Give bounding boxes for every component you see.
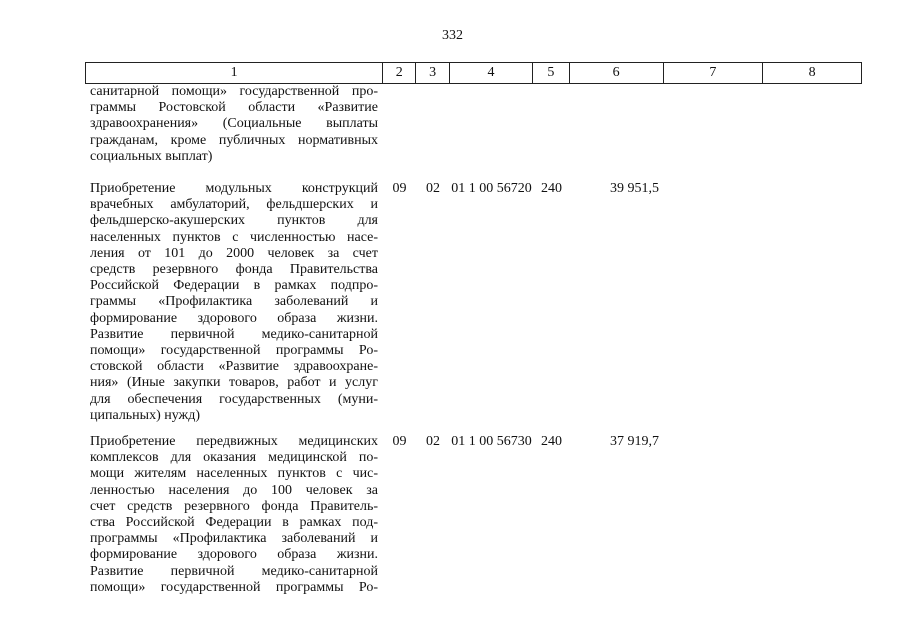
table-row <box>85 181 862 424</box>
description-line: гражданам, кроме публичных нормативных <box>90 132 378 148</box>
description-line: фельдшерско-акушерских пунктов для <box>90 213 378 229</box>
description-line: комплексов для оказания медицинской по- <box>90 450 378 466</box>
description-line: Российской Федерации в рамках подпро- <box>90 278 378 294</box>
description-line: средств резервного фонда Правительства <box>90 262 378 278</box>
description-line: Приобретение модульных конструкций <box>90 181 378 197</box>
description-line: помощи» государственной программы Ро- <box>90 579 378 595</box>
row-target-code: 01 1 00 56730 <box>451 434 532 450</box>
row-col-8 <box>764 434 862 596</box>
header-col-8: 8 <box>808 65 816 80</box>
row-description <box>85 434 383 596</box>
description-line: для обеспечения государственных (муни- <box>90 391 378 407</box>
description-line: социальных выплат) <box>90 148 213 164</box>
description-line: граммы Ростовской области «Развитие <box>90 100 378 116</box>
row-expense-type <box>533 84 570 165</box>
row-section: 09 <box>392 434 407 450</box>
description-line: программы «Профилактика заболеваний и <box>90 531 378 547</box>
description-line: Развитие первичной медико-санитарной <box>90 326 378 342</box>
description-line: ния» (Иные закупки товаров, работ и услуг <box>90 375 378 391</box>
description-line: Развитие первичной медико-санитарной <box>90 563 378 579</box>
row-section <box>383 84 416 165</box>
row-col-8 <box>764 84 862 165</box>
row-col-7 <box>664 434 764 596</box>
row-description <box>85 84 383 165</box>
row-target-code: 01 1 00 56720 <box>451 181 532 197</box>
description-line: ципальных) нужд) <box>90 407 201 423</box>
table-row <box>85 434 862 596</box>
row-subsection: 02 <box>426 434 440 450</box>
description-line: ленностью населения до 100 человек за <box>90 482 378 498</box>
header-col-2: 2 <box>383 63 416 83</box>
description-line: здравоохранения» (Социальные выплаты <box>90 116 378 132</box>
page-number: 332 <box>442 28 463 43</box>
description-line: мощи жителям населенных пунктов с чис- <box>90 466 378 482</box>
description-line: ления от 101 до 2000 человек за счет <box>90 245 378 261</box>
description-line: санитарной помощи» государственной про- <box>90 84 378 99</box>
row-subsection <box>416 84 450 165</box>
description-line: ства Российской Федерации в рамках под- <box>90 515 378 531</box>
header-col-4: 4 <box>450 63 533 83</box>
row-subsection: 02 <box>426 181 440 197</box>
row-amount <box>570 84 664 165</box>
header-col-6: 6 <box>570 63 664 83</box>
row-amount: 39 951,5 <box>610 181 659 197</box>
description-line: счет средств резервного фонда Правитель- <box>90 498 378 514</box>
description-line: помощи» государственной программы Ро- <box>90 343 378 359</box>
row-expense-type: 240 <box>541 434 562 450</box>
row-col-8 <box>764 181 862 424</box>
description-line: формирование здорового образа жизни. <box>90 310 378 326</box>
table-header <box>85 62 862 84</box>
description-line: врачебных амбулаторий, фельдшерских и <box>90 197 378 213</box>
header-col-5: 5 <box>533 63 570 83</box>
description-line: стовской области «Развитие здравоохране- <box>90 359 378 375</box>
row-col-7 <box>664 84 764 165</box>
row-amount: 37 919,7 <box>610 434 659 450</box>
table-body <box>85 84 862 596</box>
header-col-3: 3 <box>416 63 450 83</box>
row-target-code <box>450 84 533 165</box>
description-line: граммы «Профилактика заболеваний и <box>90 294 378 310</box>
description-line: формирование здорового образа жизни. <box>90 547 378 563</box>
row-section: 09 <box>392 181 407 197</box>
header-col-1: 1 <box>86 63 383 83</box>
row-expense-type: 240 <box>541 181 562 197</box>
description-line: Приобретение передвижных медицинских <box>90 434 378 450</box>
description-line: населенных пунктов с численностью насе- <box>90 229 378 245</box>
row-col-7 <box>664 181 764 424</box>
header-col-7: 7 <box>664 63 764 83</box>
row-description <box>85 181 383 424</box>
table-row <box>85 84 862 165</box>
